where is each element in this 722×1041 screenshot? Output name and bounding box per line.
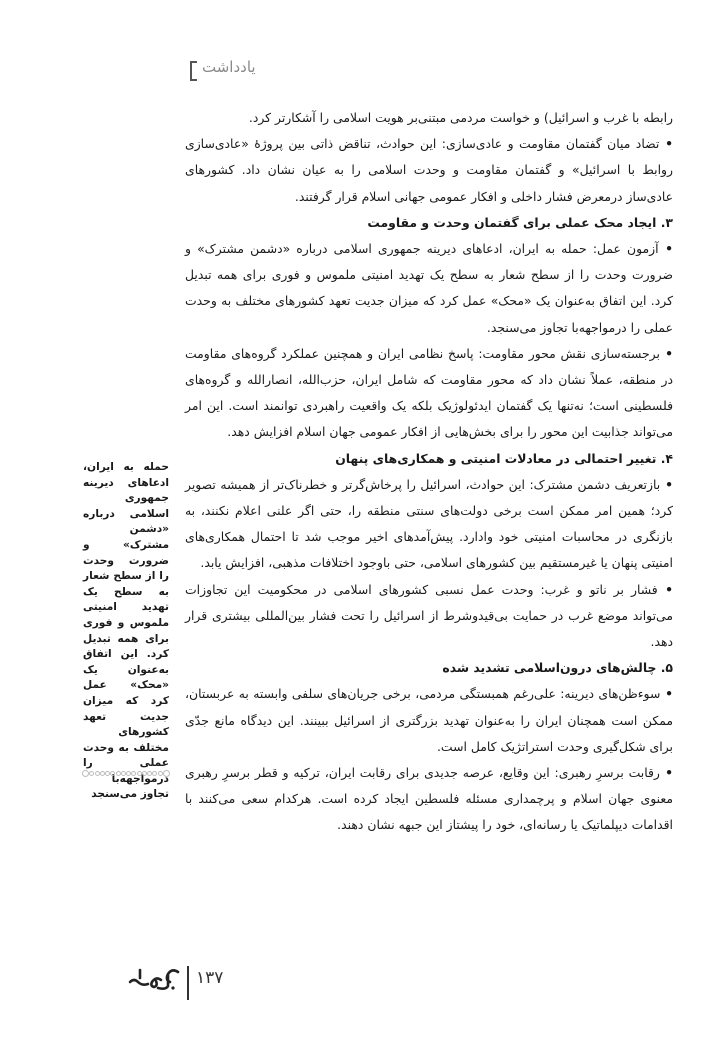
- section-heading: ۳. ایجاد محک عملی برای گفتمان وحدت و مقاومت: [367, 214, 673, 230]
- bullet-paragraph: • رقابت برسرِ رهبری: این وقایع، عرصه جدیدی برای رقابت ایران، ترکیه و قطر برسرِ رهبری معنوی جهان اسلام و پرچمداری مسئله فلسطین ایجاد کرده است. هرکدام سعی می‌کنند با اقدامات دیپلماتیک یا رسانه‌ای، خود را پیشتاز این جبهه نشان دهند.: [185, 760, 673, 839]
- pull-quote: حمله به ایران، ادعاهای دیرینه جمهوری اسلامی درباره «دشمن مشترک» و ضرورت وحدت را از سطح شعار به سطح یک تهدید امنیتی ملموس و فوری برای همه تبدیل کرد. این اتفاق به‌عنوان یک «محک» عمل کرد که میزان جدیت تعهد کشورهای مختلف به وحدت عملی را درمواجهه‌با تجاوز می‌سنجد: [83, 461, 169, 801]
- header-bracket-mark: [190, 61, 197, 81]
- bullet-paragraph: • تضاد میان گفتمان مقاومت و عادی‌سازی: این حوادث، تناقض ذاتی بین پروژۀ «عادی‌سازی روابط با اسرائیل» و گفتمان مقاومت و وحدت اسلامی را به عیان نشان داد. کشورهای عادی‌ساز درمعرض فشار داخلی و افکار عمومی جهانی اسلام قرار گرفتند.: [185, 131, 673, 210]
- section-heading: ۵. چالش‌های درون‌اسلامی تشدید شده: [442, 660, 673, 676]
- section-heading: ۴. تغییر احتمالی در معادلات امنیتی و همکاری‌های پنهان: [335, 450, 673, 466]
- pull-quote-dotted-divider: [82, 769, 170, 777]
- bullet-paragraph: • برجسته‌سازی نقش محور مقاومت: پاسخ نظامی ایران و همچنین عملکرد گروه‌های مقاومت در منطقه، عملاً نشان داد که محور مقاومت که شامل ایران، حزب‌الله، انصارالله و گروه‌های فلسطینی است؛ نه‌تنها یک گفتمان ایدئولوژیک بلکه یک واقعیت راهبردی توانمند است. این امر می‌تواند جذابیت این محور را برای بخش‌هایی از افکار عمومی جهان اسلام افزایش دهد.: [185, 341, 673, 446]
- footer-divider: [187, 966, 189, 1000]
- section-title: یادداشت: [202, 58, 256, 76]
- bullet-paragraph: • سوءظن‌های دیرینه: علی‌رغم همبستگی مردمی، برخی جریان‌های سلفی وابسته به عربستان، ممکن است همچنان ایران را به‌عنوان تهدید بزرگتری از اسرائیل ببینند. این دیدگاه مانع جدّی برای شکل‌گیری وحدت استراتژیک کامل است.: [185, 681, 673, 760]
- article-body: [185, 105, 673, 839]
- paragraph-continuation: رابطه با غرب و اسرائیل) و خواست مردمی مبتنی‌بر هویت اسلامی را آشکارتر کرد.: [248, 110, 673, 125]
- bullet-paragraph: • آزمون عمل: حمله به ایران، ادعاهای دیرینه جمهوری اسلامی درباره «دشمن مشترک» و ضرورت وحدت را از سطح شعار به سطح یک تهدید امنیتی ملموس و فوری برای همه تبدیل کرد. این اتفاق به‌عنوان یک «محک» عمل کرد که میزان جدیت تعهد کشورهای مختلف به وحدت عملی را درمواجهه‌با تجاوز می‌سنجد.: [185, 236, 673, 341]
- page-number: ۱۳۷: [196, 968, 224, 988]
- bullet-paragraph: • بازتعریف دشمن مشترک: این حوادث، اسرائیل را پرخاش‌گرتر و خطرناک‌تر از همیشه تصویر کرد؛ همین امر ممکن است برخی دولت‌های سنتی منطقه را، حتی اگر علنی اعلام نکنند، به بازنگری در محاسبات امنیتی خود وادارد. پیش‌آمدهای اخیر موجب شد تا احتمال همکاری‌های امنیتی پنهان یا غیرمستقیم بین کشورهای اسلامی، حتی باوجود اختلافات مذهبی، افزایش یابد.: [185, 472, 673, 577]
- magazine-logo: [128, 964, 182, 994]
- bullet-paragraph: • فشار بر ناتو و غرب: وحدت عمل نسبی کشورهای اسلامی در محکومیت این تجاوزات می‌تواند موضع غرب در حمایت بی‌قیدوشرط از اسرائیل را تحت فشار بین‌المللی بیشتری قرار دهد.: [185, 577, 673, 656]
